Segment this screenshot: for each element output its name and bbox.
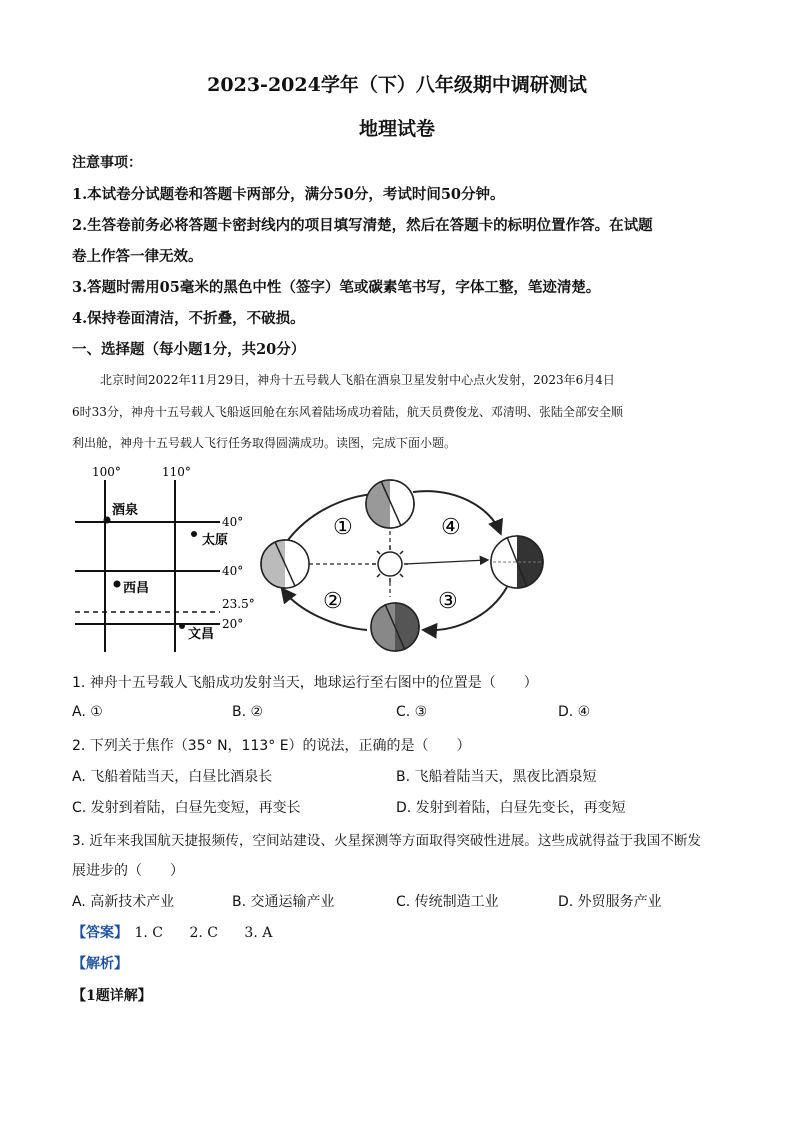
passage-line-2: 6时33分，神舟十五号载人飞船返回舱在东风着陆场成功着陆，航天员费俊龙、邓清明、张陆全部安全顺 bbox=[72, 405, 623, 419]
place-taiyuan: 太原 bbox=[202, 533, 229, 548]
sun-icon bbox=[372, 546, 408, 582]
xichang-marker bbox=[114, 581, 121, 588]
question-3-stem-line-2: 展进步的（ ） bbox=[72, 863, 184, 879]
position-label-1: ① bbox=[333, 515, 353, 540]
q2-option-a: A. 飞船着陆当天，白昼比酒泉长 bbox=[72, 769, 273, 785]
position-label-3: ③ bbox=[438, 589, 458, 614]
place-xichang: 西昌 bbox=[123, 581, 150, 596]
passage-line-1: 北京时间2022年11月29日，神舟十五号载人飞船在酒泉卫星发射中心点火发射，2023年6月4日 bbox=[100, 373, 615, 387]
notes-heading: 注意事项： bbox=[72, 155, 142, 171]
lat-label-23-5: 23.5° bbox=[222, 597, 255, 611]
q2-option-d: D. 发射到着陆，白昼先变长，再变短 bbox=[396, 800, 626, 816]
earth-right-icon bbox=[491, 536, 543, 588]
place-wenchang: 文昌 bbox=[188, 627, 215, 642]
q1-option-d: D. ④ bbox=[558, 704, 591, 720]
section-heading: 一、选择题（每小题1分，共20分） bbox=[72, 341, 306, 358]
answer-row bbox=[72, 922, 272, 942]
position-label-4: ④ bbox=[441, 515, 461, 540]
taiyuan-marker bbox=[191, 531, 197, 537]
q1-option-a: A. ① bbox=[72, 704, 103, 720]
note-item-2-cont: 卷上作答一律无效。 bbox=[72, 248, 203, 265]
q2-option-c: C. 发射到着陆，白昼先变短，再变长 bbox=[72, 800, 301, 816]
lat-label-40-mid: 40° bbox=[222, 564, 244, 578]
jiuquan-marker bbox=[104, 517, 111, 524]
analysis-label: 【解析】 bbox=[72, 956, 128, 972]
q3-option-c: C. 传统制造工业 bbox=[396, 894, 499, 910]
question-1-stem: 1. 神舟十五号载人飞船成功发射当天，地球运行至右图中的位置是（ ） bbox=[72, 675, 538, 691]
q2-option-b: B. 飞船着陆当天，黑夜比酒泉短 bbox=[396, 769, 597, 785]
lon-label-100: 100° bbox=[92, 465, 121, 479]
note-item-3: 3.答题时需用05毫米的黑色中性（签字）笔或碳素笔书写，字体工整，笔迹清楚。 bbox=[72, 279, 601, 296]
q3-option-b: B. 交通运输产业 bbox=[232, 894, 335, 910]
question-3-stem-line-1: 3. 近年来我国航天捷报频传，空间站建设、火星探测等方面取得突破性进展。这些成就得益于我国不断发 bbox=[72, 833, 702, 849]
exam-subtitle: 地理试卷 bbox=[358, 118, 435, 140]
latitude-longitude-map bbox=[70, 462, 270, 662]
earth-bottom-icon bbox=[371, 603, 419, 651]
answer-1: 1. C bbox=[134, 925, 163, 941]
answer-2: 2. C bbox=[189, 925, 218, 941]
position-label-2: ② bbox=[323, 589, 343, 614]
wenchang-marker bbox=[179, 623, 185, 629]
detail-label: 【1题详解】 bbox=[72, 988, 152, 1004]
note-item-4: 4.保持卷面清洁，不折叠，不破损。 bbox=[72, 310, 305, 327]
q3-option-d: D. 外贸服务产业 bbox=[558, 894, 662, 910]
place-jiuquan: 酒泉 bbox=[112, 503, 139, 518]
lat-label-20: 20° bbox=[222, 617, 244, 631]
answer-3: 3. A bbox=[244, 925, 273, 941]
earth-orbit-diagram bbox=[255, 462, 560, 662]
passage-line-3: 利出舱，神舟十五号载人飞行任务取得圆满成功。读图，完成下面小题。 bbox=[72, 436, 457, 450]
earth-left-icon bbox=[261, 540, 309, 588]
answer-label: 【答案】 bbox=[72, 925, 128, 941]
lat-label-40-top: 40° bbox=[222, 515, 244, 529]
q3-option-a: A. 高新技术产业 bbox=[72, 894, 175, 910]
q1-option-c: C. ③ bbox=[396, 704, 428, 720]
note-item-2: 2.生答卷前务必将答题卡密封线内的项目填写清楚，然后在答题卡的标明位置作答。在试题 bbox=[72, 217, 653, 234]
note-item-1: 1.本试卷分试题卷和答题卡两部分，满分50分，考试时间50分钟。 bbox=[72, 186, 505, 203]
q1-option-b: B. ② bbox=[232, 704, 264, 720]
lon-label-110: 110° bbox=[162, 465, 191, 479]
question-2-stem: 2. 下列关于焦作（35° N，113° E）的说法，正确的是（ ） bbox=[72, 738, 471, 754]
exam-title: 2023-2024学年（下）八年级期中调研测试 bbox=[207, 74, 587, 96]
earth-top-icon bbox=[366, 480, 414, 528]
